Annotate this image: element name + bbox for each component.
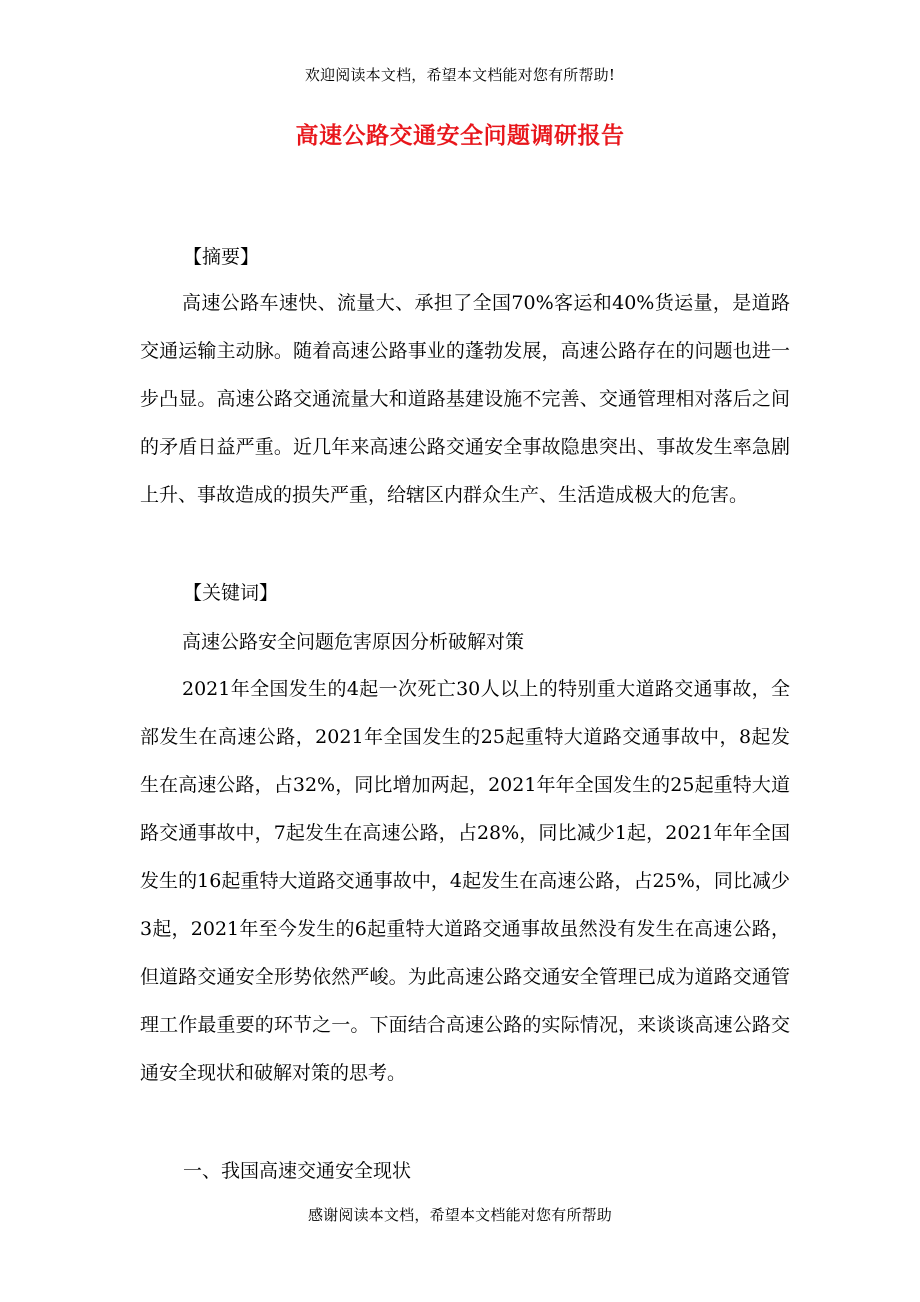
page-header-note: 欢迎阅读本文档，希望本文档能对您有所帮助! [304,66,616,84]
abstract-paragraph: 高速公路车速快、流量大、承担了全国70%客运和40%货运量，是道路交通运输主动脉。随着高速公路事业的蓬勃发展，高速公路存在的问题也进一步凸显。高速公路交通流量大和道路基建设施不完善、交通管理相对落后之间的矛盾日益严重。近几年来高速公路交通安全事故隐患突出、事故发生率急剧上升、事故造成的损失严重，给辖区内群众生产、生活造成极大的危害。 [140,292,790,506]
page-footer-note: 感谢阅读本文档，希望本文档能对您有所帮助 [307,1206,612,1224]
body-paragraph: 2021年全国发生的4起一次死亡30人以上的特别重大道路交通事故，全部发生在高速公路，2021年全国发生的25起重特大道路交通事故中，8起发生在高速公路，占32%，同比增加两起，2021年年全国发生的25起重特大道路交通事故中，7起发生在高速公路，占28%，同比减少1起，2021年年全国发生的16起重特大道路交通事故中，4起发生在高速公路，占25%，同比减少3起，2021年至今发生的6起重特大道路交通事故虽然没有发生在高速公路，但道路交通安全形势依然严峻。为此高速公路交通安全管理已成为道路交通管理工作最重要的环节之一。下面结合高速公路的实际情况，来谈谈高速公路交通安全现状和破解对策的思考。 [140,678,790,1084]
section-heading: 一、我国高速交通安全现状 [183,1160,412,1182]
keywords-label: 【关键词】 [183,582,279,604]
document-title: 高速公路交通安全问题调研报告 [295,122,625,149]
abstract-label: 【摘要】 [183,246,260,268]
keywords-paragraph: 高速公路安全问题危害原因分析破解对策 [182,631,525,653]
